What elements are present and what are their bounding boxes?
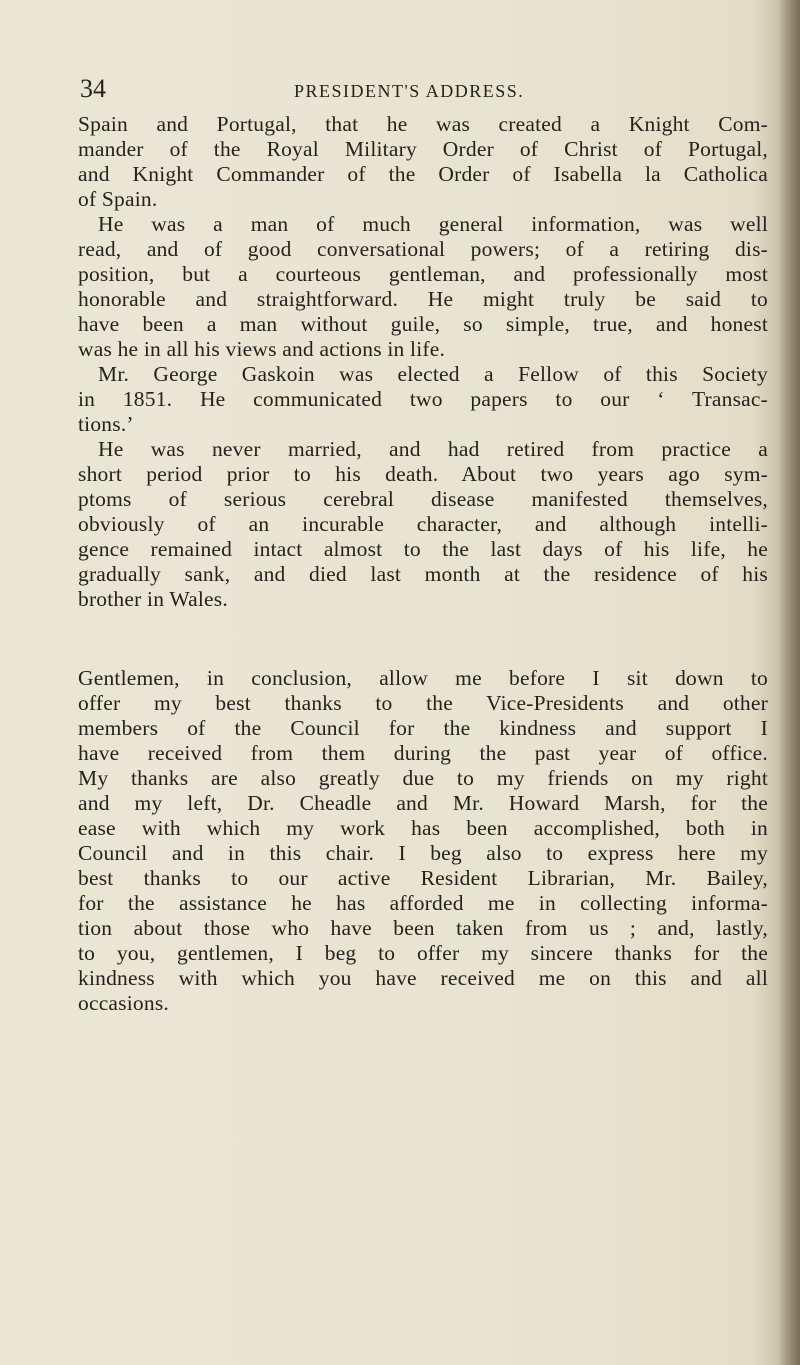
text-line: Mr. George Gaskoin was elected a Fellow of this Society bbox=[98, 362, 768, 386]
text-line: tions.’ bbox=[78, 412, 134, 436]
text-line: honorable and straightforward. He might truly be said to bbox=[78, 287, 768, 311]
page-edge-shadow bbox=[778, 0, 800, 1365]
text-line: kindness with which you have received me on this and all bbox=[78, 966, 768, 990]
text-line: best thanks to our active Resident Librarian, Mr. Bailey, bbox=[78, 866, 768, 890]
paragraph bbox=[78, 362, 768, 437]
paragraph bbox=[78, 437, 768, 612]
text-line: for the assistance he has afforded me in collecting informa- bbox=[78, 891, 768, 915]
text-line: brother in Wales. bbox=[78, 587, 228, 611]
paragraph bbox=[78, 112, 768, 212]
running-head bbox=[0, 62, 800, 102]
text-line: He was a man of much general information, was well bbox=[98, 212, 768, 236]
text-line: short period prior to his death. About two years ago sym- bbox=[78, 462, 768, 486]
paragraph bbox=[78, 666, 768, 1016]
text-line: was he in all his views and actions in life. bbox=[78, 337, 446, 361]
text-line: and my left, Dr. Cheadle and Mr. Howard Marsh, for the bbox=[78, 791, 768, 815]
text-line: mander of the Royal Military Order of Christ of Portugal, bbox=[78, 137, 768, 161]
running-title: PRESIDENT'S ADDRESS. bbox=[294, 81, 525, 101]
text-line: ease with which my work has been accomplished, both in bbox=[78, 816, 768, 840]
text-line: obviously of an incurable character, and although intelli- bbox=[78, 512, 768, 536]
text-line: gence remained intact almost to the last days of his life, he bbox=[78, 537, 768, 561]
text-line: have received from them during the past year of office. bbox=[78, 741, 768, 765]
text-line: occasions. bbox=[78, 991, 169, 1015]
text-line: Council and in this chair. I beg also to express here my bbox=[78, 841, 768, 865]
text-line: read, and of good conversational powers; of a retiring dis- bbox=[78, 237, 768, 261]
text-line: Gentlemen, in conclusion, allow me before I sit down to bbox=[78, 666, 768, 690]
text-line: gradually sank, and died last month at the residence of his bbox=[78, 562, 768, 586]
section-break bbox=[78, 612, 768, 666]
text-line: have been a man without guile, so simple, true, and honest bbox=[78, 312, 768, 336]
text-line: He was never married, and had retired from practice a bbox=[98, 437, 768, 461]
text-line: tion about those who have been taken from us ; and, lastly, bbox=[78, 916, 768, 940]
paragraph bbox=[78, 212, 768, 362]
text-line: members of the Council for the kindness and support I bbox=[78, 716, 768, 740]
text-line: in 1851. He communicated two papers to our ‘ Transac- bbox=[78, 387, 768, 411]
text-line: offer my best thanks to the Vice-Presidents and other bbox=[78, 691, 768, 715]
text-line: of Spain. bbox=[78, 187, 158, 211]
page-number: 34 bbox=[80, 74, 106, 103]
body-text bbox=[78, 112, 768, 1016]
text-line: to you, gentlemen, I beg to offer my sincere thanks for the bbox=[78, 941, 768, 965]
text-line: and Knight Commander of the Order of Isabella la Catholica bbox=[78, 162, 768, 186]
text-line: ptoms of serious cerebral disease manifested themselves, bbox=[78, 487, 768, 511]
text-line: Spain and Portugal, that he was created a Knight Com- bbox=[78, 112, 768, 136]
text-line: My thanks are also greatly due to my friends on my right bbox=[78, 766, 768, 790]
text-line: position, but a courteous gentleman, and professionally most bbox=[78, 262, 768, 286]
